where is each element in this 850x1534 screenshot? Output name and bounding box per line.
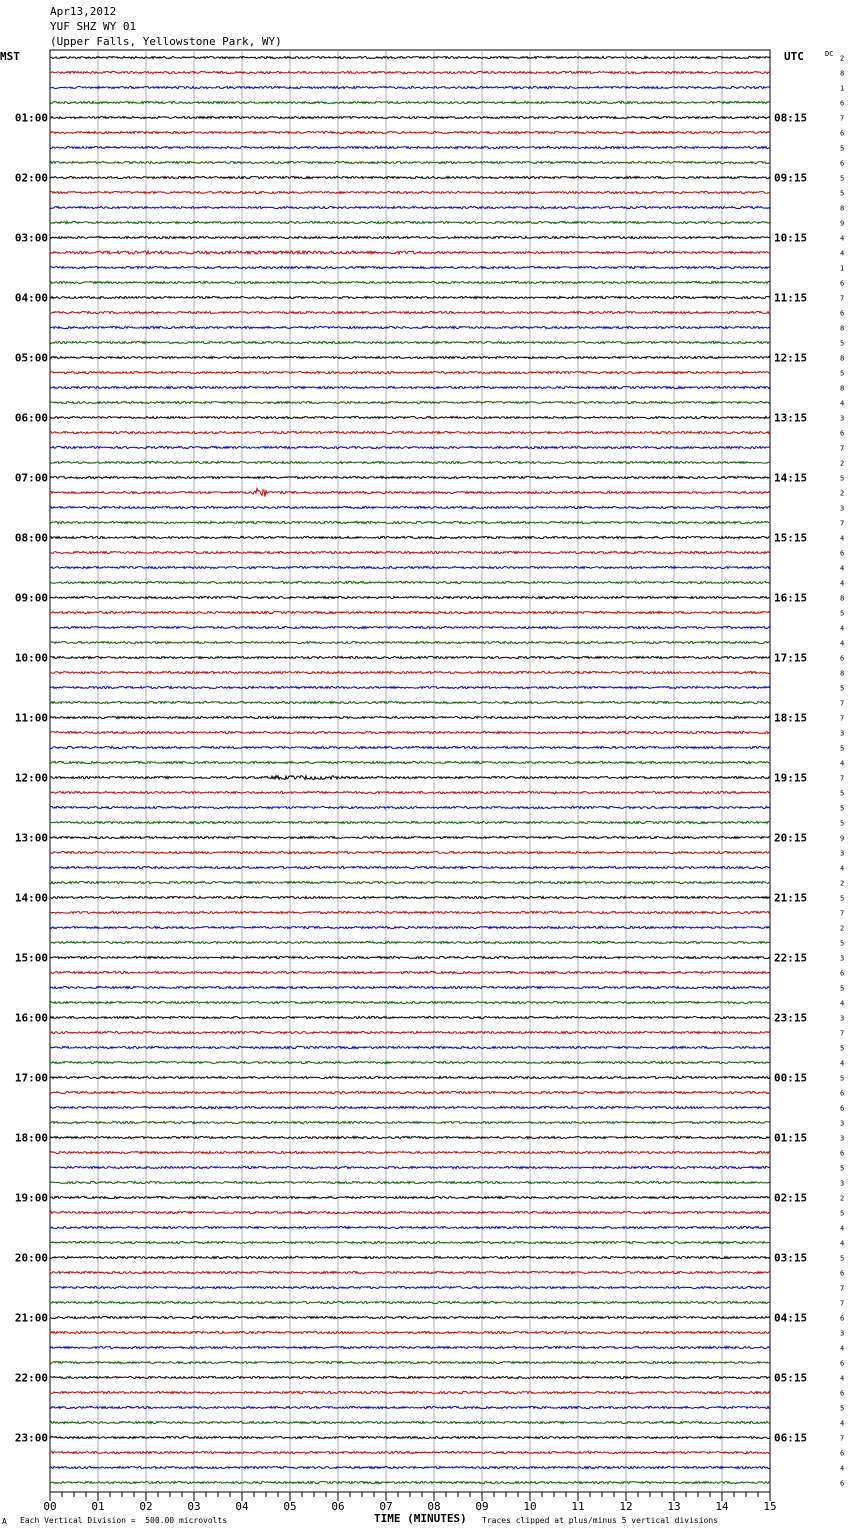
mst-hour-label: 13:00 (14, 831, 48, 845)
dc-offset-label: 4 (840, 999, 845, 1008)
trace-row (50, 1391, 770, 1393)
trace-row (50, 836, 770, 838)
dc-offset-label: 8 (840, 324, 845, 333)
mst-hour-label: 19:00 (14, 1191, 48, 1205)
trace-row (50, 416, 770, 418)
utc-hour-label: 17:15 (774, 651, 808, 665)
trace-row (50, 281, 770, 283)
trace-row (50, 1421, 770, 1423)
mst-hour-label: 18:00 (14, 1131, 48, 1145)
dc-offset-label: 4 (840, 1224, 845, 1233)
dc-offset-label: 5 (840, 189, 845, 198)
dc-offset-label: 1 (840, 84, 845, 93)
trace-row (50, 1271, 770, 1273)
trace-row (50, 611, 770, 613)
trace-row (50, 1256, 770, 1258)
dc-offset-label: 7 (840, 114, 845, 123)
utc-hour-label: 01:15 (774, 1131, 808, 1145)
trace-row (50, 1061, 770, 1063)
utc-hour-label: 02:15 (774, 1191, 808, 1205)
trace-row (50, 521, 770, 523)
dc-offset-label: 7 (840, 714, 845, 723)
mst-hour-label: 07:00 (14, 471, 48, 485)
mst-hour-label: 21:00 (14, 1311, 48, 1325)
trace-row (50, 731, 770, 733)
trace-row (50, 881, 770, 883)
clip-note: Traces clipped at plus/minus 5 vertical divisions (482, 1516, 719, 1525)
trace-row (50, 101, 770, 103)
dc-offset-label: 5 (840, 474, 845, 483)
x-tick-label: 08 (427, 1500, 441, 1513)
trace-row (50, 671, 770, 673)
trace-row (50, 1436, 770, 1438)
trace-row (50, 1241, 770, 1243)
dc-offset-label: 3 (840, 504, 845, 513)
trace-row (50, 296, 770, 298)
dc-offset-label: 2 (840, 54, 845, 63)
x-tick-label: 05 (283, 1500, 297, 1513)
x-tick-label: 06 (331, 1500, 345, 1513)
dc-offset-label: 6 (840, 309, 845, 318)
dc-offset-label: 4 (840, 249, 845, 258)
utc-hour-label: 11:15 (774, 291, 808, 305)
x-tick-label: 10 (523, 1500, 537, 1513)
trace-row (50, 386, 770, 388)
trace-row (50, 776, 770, 780)
dc-offset-label: 3 (840, 1134, 845, 1143)
dc-offset-label: 3 (840, 1119, 845, 1128)
trace-row (50, 1106, 770, 1108)
trace-row (50, 701, 770, 703)
utc-hour-label: 13:15 (774, 411, 808, 425)
trace-row (50, 1016, 770, 1018)
dc-offset-label: 5 (840, 939, 845, 948)
utc-hour-label: 09:15 (774, 171, 808, 185)
trace-row (50, 716, 770, 718)
trace-row (50, 221, 770, 223)
dc-offset-label: 5 (840, 804, 845, 813)
trace-row (50, 1076, 770, 1078)
mst-hour-label: 23:00 (14, 1431, 48, 1445)
mst-hour-label: 11:00 (14, 711, 48, 725)
dc-offset-label: 4 (840, 534, 845, 543)
trace-row (50, 1121, 770, 1123)
dc-offset-label: 5 (840, 339, 845, 348)
dc-offset-label: 5 (840, 1044, 845, 1053)
dc-offset-label: 6 (840, 1089, 845, 1098)
utc-hour-label: 20:15 (774, 831, 808, 845)
utc-hour-label: 06:15 (774, 1431, 808, 1445)
utc-hour-label: 22:15 (774, 951, 808, 965)
dc-offset-label: 4 (840, 624, 845, 633)
dc-offset-label: 7 (840, 1434, 845, 1443)
trace-row (50, 251, 770, 254)
dc-offset-label: 7 (840, 294, 845, 303)
trace-row (50, 1286, 770, 1288)
trace-row (50, 1091, 770, 1093)
trace-row (50, 986, 770, 988)
dc-offset-label: 5 (840, 1254, 845, 1263)
dc-offset-label: 8 (840, 204, 845, 213)
trace-row (50, 311, 770, 313)
dc-offset-label: 4 (840, 564, 845, 573)
dc-offset-label: 6 (840, 1314, 845, 1323)
plot-frame (50, 50, 770, 1492)
x-tick-label: 14 (715, 1500, 729, 1513)
trace-row (50, 626, 770, 628)
trace-row (50, 1331, 770, 1333)
trace-row (50, 236, 770, 238)
dc-offset-label: 6 (840, 99, 845, 108)
x-tick-label: 15 (763, 1500, 777, 1513)
dc-offset-label: 2 (840, 489, 845, 498)
dc-offset-label: 7 (840, 1029, 845, 1038)
trace-row (50, 551, 770, 553)
trace-row (50, 911, 770, 913)
mst-hour-label: 08:00 (14, 531, 48, 545)
trace-row (50, 371, 770, 373)
x-tick-label: 04 (235, 1500, 249, 1513)
station-id: YUF SHZ WY 01 (50, 20, 137, 33)
mst-hour-label: 01:00 (14, 111, 48, 125)
utc-hour-label: 21:15 (774, 891, 808, 905)
trace-row (50, 926, 770, 928)
dc-offset-label: 5 (840, 1404, 845, 1413)
mst-hour-label: 14:00 (14, 891, 48, 905)
trace-row (50, 431, 770, 433)
dc-offset-label: 6 (840, 129, 845, 138)
trace-row (50, 1481, 770, 1483)
trace-row (50, 1226, 770, 1228)
dc-offset-label: 4 (840, 759, 845, 768)
dc-offset-label: 8 (840, 669, 845, 678)
dc-offset-label: 5 (840, 174, 845, 183)
dc-offset-label: 6 (840, 1359, 845, 1368)
x-tick-label: 02 (139, 1500, 153, 1513)
dc-offset-label: 9 (840, 219, 845, 228)
mst-hour-label: 16:00 (14, 1011, 48, 1025)
dc-offset-label: 2 (840, 924, 845, 933)
trace-row (50, 596, 770, 598)
plot-date: Apr13,2012 (50, 5, 117, 18)
mst-hour-label: 22:00 (14, 1371, 48, 1385)
dc-offset-label: 5 (840, 369, 845, 378)
utc-hour-label: 05:15 (774, 1371, 808, 1385)
dc-offset-label: 5 (840, 144, 845, 153)
dc-offset-label: 3 (840, 1329, 845, 1338)
dc-offset-label: 4 (840, 579, 845, 588)
dc-offset-label: 5 (840, 1074, 845, 1083)
utc-hour-label: 12:15 (774, 351, 808, 365)
utc-hour-label: 08:15 (774, 111, 808, 125)
vertical-scale-note: Each Vertical Division = 500.00 microvolts (20, 1516, 228, 1525)
dc-offset-label: 3 (840, 414, 845, 423)
trace-row (50, 506, 770, 508)
trace-row (50, 401, 770, 403)
trace-row (50, 1361, 770, 1363)
dc-offset-label: 6 (840, 159, 845, 168)
dc-offset-label: 3 (840, 1179, 845, 1188)
footer-mark: A (2, 1517, 7, 1526)
mst-hour-label: 12:00 (14, 771, 48, 785)
trace-row (50, 851, 770, 853)
dc-offset-label: 2 (840, 1194, 845, 1203)
trace-row (50, 191, 770, 193)
mst-hour-label: 04:00 (14, 291, 48, 305)
dc-offset-label: 6 (840, 1269, 845, 1278)
x-tick-label: 03 (187, 1500, 201, 1513)
mst-hour-label: 17:00 (14, 1071, 48, 1085)
dc-offset-label: 5 (840, 894, 845, 903)
dc-offset-label: 2 (840, 459, 845, 468)
dc-offset-label: 3 (840, 954, 845, 963)
utc-hour-label: 14:15 (774, 471, 808, 485)
trace-row (50, 1046, 770, 1048)
trace-row (50, 488, 770, 496)
dc-offset-label: 4 (840, 1419, 845, 1428)
trace-row (50, 1466, 770, 1468)
trace-row (50, 266, 770, 268)
trace-row (50, 176, 770, 178)
mst-hour-label: 06:00 (14, 411, 48, 425)
trace-row (50, 791, 770, 793)
trace-row (50, 1316, 770, 1318)
x-tick-label: 09 (475, 1500, 489, 1513)
trace-row (50, 1151, 770, 1153)
trace-row (50, 476, 770, 478)
dc-offset-label: 4 (840, 1239, 845, 1248)
utc-hour-label: 15:15 (774, 531, 808, 545)
dc-offset-label: 6 (840, 654, 845, 663)
utc-hour-label: 18:15 (774, 711, 808, 725)
mst-hour-label: 09:00 (14, 591, 48, 605)
dc-label: DC (825, 50, 834, 58)
dc-offset-label: 5 (840, 684, 845, 693)
left-timezone-label: MST (0, 50, 20, 63)
dc-offset-label: 4 (840, 1464, 845, 1473)
trace-row (50, 206, 770, 208)
mst-hour-label: 05:00 (14, 351, 48, 365)
x-tick-label: 12 (619, 1500, 633, 1513)
utc-hour-label: 23:15 (774, 1011, 808, 1025)
right-timezone-label: UTC (784, 50, 804, 63)
x-axis-title: TIME (MINUTES) (374, 1512, 467, 1525)
trace-row (50, 1181, 770, 1183)
trace-row (50, 1001, 770, 1003)
dc-offset-label: 7 (840, 1284, 845, 1293)
utc-hour-label: 16:15 (774, 591, 808, 605)
dc-offset-label: 2 (840, 879, 845, 888)
dc-offset-label: 5 (840, 819, 845, 828)
dc-offset-label: 7 (840, 1299, 845, 1308)
trace-row (50, 1166, 770, 1168)
dc-offset-label: 8 (840, 384, 845, 393)
utc-hour-label: 10:15 (774, 231, 808, 245)
trace-row (50, 71, 770, 73)
trace-row (50, 1451, 770, 1453)
dc-offset-label: 6 (840, 1104, 845, 1113)
dc-offset-label: 4 (840, 1344, 845, 1353)
dc-offset-label: 8 (840, 354, 845, 363)
dc-offset-label: 4 (840, 864, 845, 873)
trace-row (50, 1301, 770, 1303)
dc-offset-label: 6 (840, 549, 845, 558)
dc-offset-label: 9 (840, 834, 845, 843)
mst-hour-label: 10:00 (14, 651, 48, 665)
dc-offset-label: 5 (840, 1209, 845, 1218)
mst-hour-label: 15:00 (14, 951, 48, 965)
x-tick-label: 00 (43, 1500, 57, 1513)
dc-offset-label: 5 (840, 744, 845, 753)
dc-offset-label: 6 (840, 1149, 845, 1158)
dc-offset-label: 5 (840, 1164, 845, 1173)
trace-row (50, 1196, 770, 1198)
dc-offset-label: 7 (840, 774, 845, 783)
mst-hour-label: 20:00 (14, 1251, 48, 1265)
dc-offset-label: 4 (840, 1374, 845, 1383)
utc-hour-label: 03:15 (774, 1251, 808, 1265)
x-tick-label: 13 (667, 1500, 681, 1513)
trace-row (50, 746, 770, 748)
trace-row (50, 131, 770, 133)
mst-hour-label: 02:00 (14, 171, 48, 185)
mst-hour-label: 03:00 (14, 231, 48, 245)
trace-row (50, 56, 770, 58)
dc-offset-label: 7 (840, 909, 845, 918)
dc-offset-label: 6 (840, 279, 845, 288)
trace-row (50, 1031, 770, 1033)
dc-offset-label: 5 (840, 789, 845, 798)
dc-offset-label: 6 (840, 1449, 845, 1458)
trace-row (50, 641, 770, 643)
trace-row (50, 1406, 770, 1408)
trace-row (50, 446, 770, 448)
trace-row (50, 356, 770, 358)
trace-row (50, 941, 770, 943)
dc-offset-label: 7 (840, 699, 845, 708)
trace-row (50, 161, 770, 163)
dc-offset-label: 4 (840, 234, 845, 243)
dc-offset-label: 5 (840, 984, 845, 993)
trace-row (50, 326, 770, 328)
trace-row (50, 686, 770, 688)
trace-row (50, 1376, 770, 1378)
trace-row (50, 956, 770, 958)
trace-row (50, 821, 770, 823)
dc-offset-label: 6 (840, 1389, 845, 1398)
trace-row (50, 896, 770, 898)
trace-row (50, 146, 770, 148)
dc-offset-label: 5 (840, 609, 845, 618)
trace-row (50, 971, 770, 973)
dc-offset-label: 1 (840, 264, 845, 273)
trace-row (50, 461, 770, 463)
trace-row (50, 581, 770, 583)
dc-offset-label: 4 (840, 1059, 845, 1068)
x-tick-label: 07 (379, 1500, 393, 1513)
trace-row (50, 1136, 770, 1138)
trace-row (50, 566, 770, 568)
trace-row (50, 536, 770, 538)
dc-offset-label: 4 (840, 399, 845, 408)
dc-offset-label: 3 (840, 1014, 845, 1023)
trace-row (50, 866, 770, 868)
trace-row (50, 656, 770, 658)
trace-row (50, 341, 770, 343)
dc-offset-label: 7 (840, 519, 845, 528)
dc-offset-label: 6 (840, 969, 845, 978)
dc-offset-label: 6 (840, 429, 845, 438)
dc-offset-label: 7 (840, 444, 845, 453)
utc-hour-label: 04:15 (774, 1311, 808, 1325)
dc-offset-label: 4 (840, 639, 845, 648)
trace-row (50, 806, 770, 808)
dc-offset-label: 6 (840, 1479, 845, 1488)
x-tick-label: 11 (571, 1500, 585, 1513)
dc-offset-label: 8 (840, 69, 845, 78)
dc-offset-label: 8 (840, 594, 845, 603)
utc-hour-label: 00:15 (774, 1071, 808, 1085)
utc-hour-label: 19:15 (774, 771, 808, 785)
x-tick-label: 01 (91, 1500, 105, 1513)
trace-row (50, 1346, 770, 1348)
dc-offset-label: 3 (840, 849, 845, 858)
trace-row (50, 116, 770, 118)
station-location: (Upper Falls, Yellowstone Park, WY) (50, 35, 282, 48)
dc-offset-label: 3 (840, 729, 845, 738)
trace-row (50, 86, 770, 88)
trace-row (50, 761, 770, 763)
trace-row (50, 1211, 770, 1213)
